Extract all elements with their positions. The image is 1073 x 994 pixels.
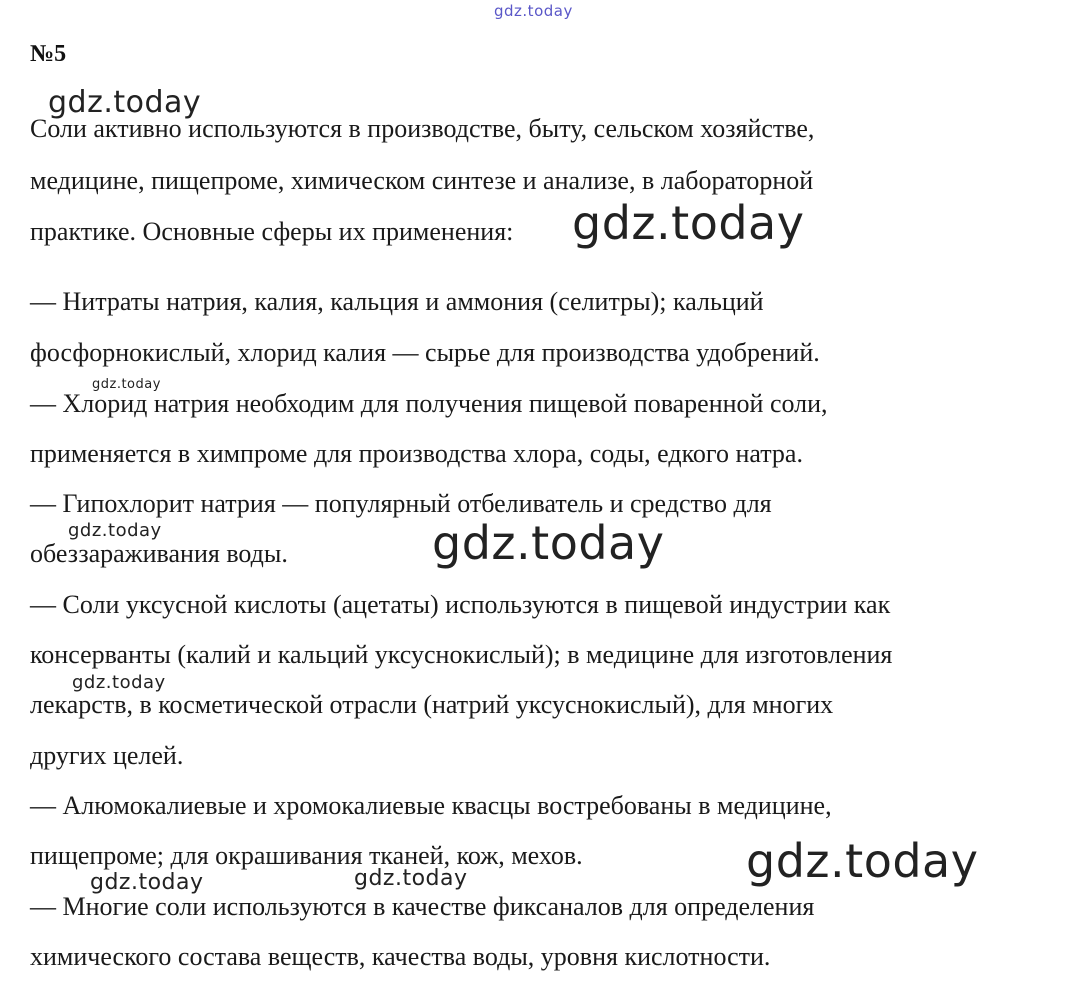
watermark-top: gdz.today	[494, 2, 573, 20]
exercise-number: №5	[30, 41, 67, 67]
list-item-line: — Соли уксусной кислоты (ацетаты) используются в пищевой индустрии как	[30, 590, 891, 619]
watermark: gdz.today	[354, 866, 468, 891]
list-item-line: пищепроме; для окрашивания тканей, кож, мехов.	[30, 841, 583, 870]
paragraph-line: практике. Основные сферы их применения:	[30, 217, 514, 246]
paragraph-line: Соли активно используются в производстве, быту, сельском хозяйстве,	[30, 114, 815, 143]
list-item-line: — Хлорид натрия необходим для получения пищевой поваренной соли,	[30, 389, 828, 418]
watermark: gdz.today	[572, 196, 805, 250]
list-item-line: — Алюмокалиевые и хромокалиевые квасцы востребованы в медицине,	[30, 791, 832, 820]
list-item-line: применяется в химпроме для производства хлора, соды, едкого натра.	[30, 439, 803, 468]
watermark: gdz.today	[68, 520, 162, 541]
list-item-line: лекарств, в косметической отрасли (натрий уксуснокислый), для многих	[30, 690, 834, 719]
list-item-line: химического состава веществ, качества воды, уровня кислотности.	[30, 942, 771, 971]
list-item-line: консерванты (калий и кальций уксуснокислый); в медицине для изготовления	[30, 640, 893, 669]
watermark: gdz.today	[92, 377, 161, 392]
watermark: gdz.today	[746, 834, 979, 888]
watermark: gdz.today	[48, 85, 202, 120]
list-item-line: обеззараживания воды.	[30, 539, 288, 568]
list-item-line: — Нитраты натрия, калия, кальция и аммония (селитры); кальций	[30, 287, 764, 316]
watermark: gdz.today	[90, 870, 204, 895]
list-item-line: фосфорнокислый, хлорид калия — сырье для производства удобрений.	[30, 338, 820, 367]
paragraph-line: медицине, пищепроме, химическом синтезе и анализе, в лабораторной	[30, 166, 814, 195]
watermark: gdz.today	[72, 672, 166, 693]
list-item-line: других целей.	[30, 741, 184, 770]
watermark: gdz.today	[432, 516, 665, 570]
list-item-line: — Многие соли используются в качестве фиксаналов для определения	[30, 892, 815, 921]
list-item-line: — Гипохлорит натрия — популярный отбеливатель и средство для	[30, 489, 772, 518]
